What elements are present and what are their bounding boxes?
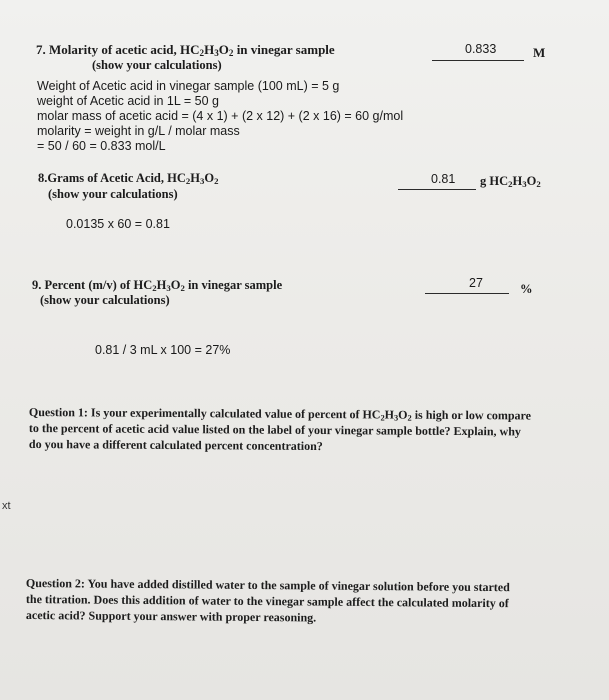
question1-line-3: do you have a different calculated percent concentration? [28, 437, 323, 454]
q7-answer: 0.833 [465, 42, 497, 56]
question1-line-1: Question 1: Is your experimentally calculated value of percent of $HC_2H_3O_2$ is high or low compare [28, 405, 532, 423]
q9-subtitle: (show your calculations) [40, 293, 170, 307]
q7-work-line-4: molarity = weight in g/L / molar mass [37, 124, 240, 138]
q7-title: 7. Molarity of acetic acid, $HC_2H_3O_2$ in vinegar sample [36, 42, 335, 58]
q9-answer-line [425, 293, 509, 294]
q9-answer: 27 [469, 276, 483, 290]
q8-subtitle: (show your calculations) [48, 187, 178, 201]
q7-subtitle: (show your calculations) [92, 58, 222, 72]
question1-line-2: to the percent of acetic acid value listed on the label of your vinegar sample bottle? Explain, why [28, 421, 521, 439]
q7-work-line-3: molar mass of acetic acid = (4 x 1) + (2 x 12) + (2 x 16) = 60 g/mol [37, 109, 404, 123]
question2-line-2: the titration. Does this addition of water to the vinegar sample affect the calculated molarity of [25, 592, 509, 611]
q7-work-line-5: = 50 / 60 = 0.833 mol/L [37, 139, 166, 153]
q9-work: 0.81 / 3 mL x 100 = 27% [95, 343, 231, 357]
question2-line-3: acetic acid? Support your answer with proper reasoning. [25, 608, 317, 625]
q8-title: 8.Grams of Acetic Acid, $HC_2H_3O_2$ [38, 171, 219, 186]
q8-answer: 0.81 [431, 172, 456, 186]
q7-work-line-1: Weight of Acetic acid in vinegar sample (100 mL) = 5 g [37, 79, 340, 93]
q8-answer-line [398, 189, 476, 190]
edge-text: xt [2, 500, 11, 512]
q7-work-line-2: weight of Acetic acid in 1L = 50 g [37, 94, 219, 108]
q8-unit: g $HC_2H_3O_2$ [480, 174, 541, 189]
q7-unit: M [533, 45, 546, 60]
q9-unit: % [520, 282, 533, 296]
q8-work: 0.0135 x 60 = 0.81 [66, 217, 170, 231]
q9-title: 9. Percent (m/v) of $HC_2H_3O_2$ in vinegar sample [32, 278, 283, 293]
question2-line-1: Question 2: You have added distilled water to the sample of vinegar solution before you started [25, 576, 510, 595]
q7-answer-line [432, 60, 524, 61]
